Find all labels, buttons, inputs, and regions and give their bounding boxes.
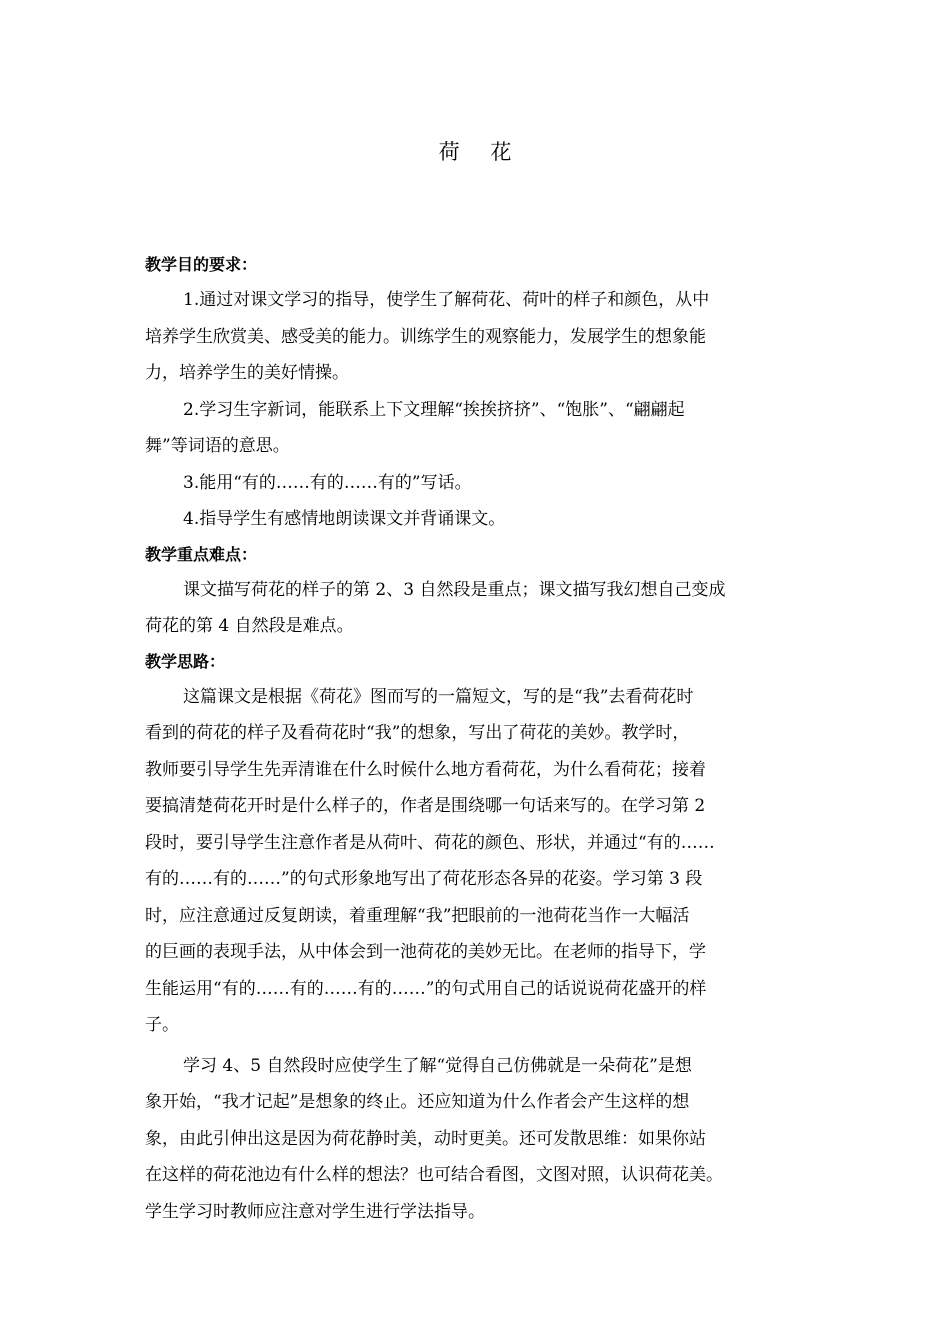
section-heading-key-points: 教学重点难点： [145,544,258,564]
text-line: 舞”等词语的意思。 [145,436,290,456]
text-line: 时，应注意通过反复朗读，着重理解“我”把眼前的一池荷花当作一大幅活 [145,905,690,926]
text-line: 生能运用“有的……有的……有的……”的句式用自己的话说说荷花盛开的样 [145,978,707,999]
paragraph [145,282,801,392]
text-line: 的巨画的表现手法，从中体会到一池荷花的美妙无比。在老师的指导下，学 [145,942,706,962]
text-line: 看到的荷花的样子及看荷花时“我”的想象，写出了荷花的美妙。教学时， [145,723,690,743]
document-body [145,248,801,1230]
text-line: 教师要引导学生先弄清谁在什么时候什么地方看荷花，为什么看荷花；接着 [145,759,706,780]
text-line: 子。 [145,1015,179,1035]
text-line: 有的……有的……”的句式形象地写出了荷花形态各异的花姿。学习第 3 段 [145,869,703,889]
paragraph [145,572,801,645]
text-line: 要搞清楚荷花开时是什么样子的，作者是围绕哪一句话来写的。在学习第 2 [145,796,706,816]
text-line: 象，由此引伸出这是因为荷花静时美，动时更美。还可发散思维：如果你站 [145,1128,706,1149]
section-heading-approach: 教学思路： [145,651,226,671]
paragraph [145,1048,801,1231]
text-line: 3.能用“有的……有的……有的”写话。 [183,472,472,493]
text-line: 力，培养学生的美好情操。 [145,363,349,383]
paragraph [145,679,801,1044]
text-line: 学生学习时教师应注意对学生进行学法指导。 [145,1201,485,1222]
text-line: 在这样的荷花池边有什么样的想法？也可结合看图，文图对照，认识荷花美。 [145,1165,723,1185]
paragraph [145,465,801,502]
text-line: 1.通过对课文学习的指导，使学生了解荷花、荷叶的样子和颜色，从中 [183,290,710,310]
text-line: 荷花的第 4 自然段是难点。 [145,616,354,636]
paragraph [145,392,801,465]
paragraph [145,501,801,538]
section-heading-objectives: 教学目的要求： [145,255,258,274]
text-line: 4.指导学生有感情地朗读课文并背诵课文。 [183,509,506,529]
text-line: 象开始，“我才记起”是想象的终止。还应知道为什么作者会产生这样的想 [145,1092,690,1112]
text-line: 学习 4、5 自然段时应使学生了解“觉得自己仿佛就是一朵荷花”是想 [183,1055,692,1076]
text-line: 段时，要引导学生注意作者是从荷叶、荷花的颜色、形状，并通过“有的…… [145,832,715,853]
text-line: 2.学习生字新词，能联系上下文理解“挨挨挤挤”、“饱胀”、“翩翩起 [183,399,685,420]
document-title: 荷 花 [438,140,524,164]
text-line: 这篇课文是根据《荷花》图而写的一篇短文，写的是“我”去看荷花时 [183,686,694,707]
text-line: 课文描写荷花的样子的第 2、3 自然段是重点；课文描写我幻想自己变成 [183,579,726,600]
text-line: 培养学生欣赏美、感受美的能力。训练学生的观察能力，发展学生的想象能 [145,326,706,347]
